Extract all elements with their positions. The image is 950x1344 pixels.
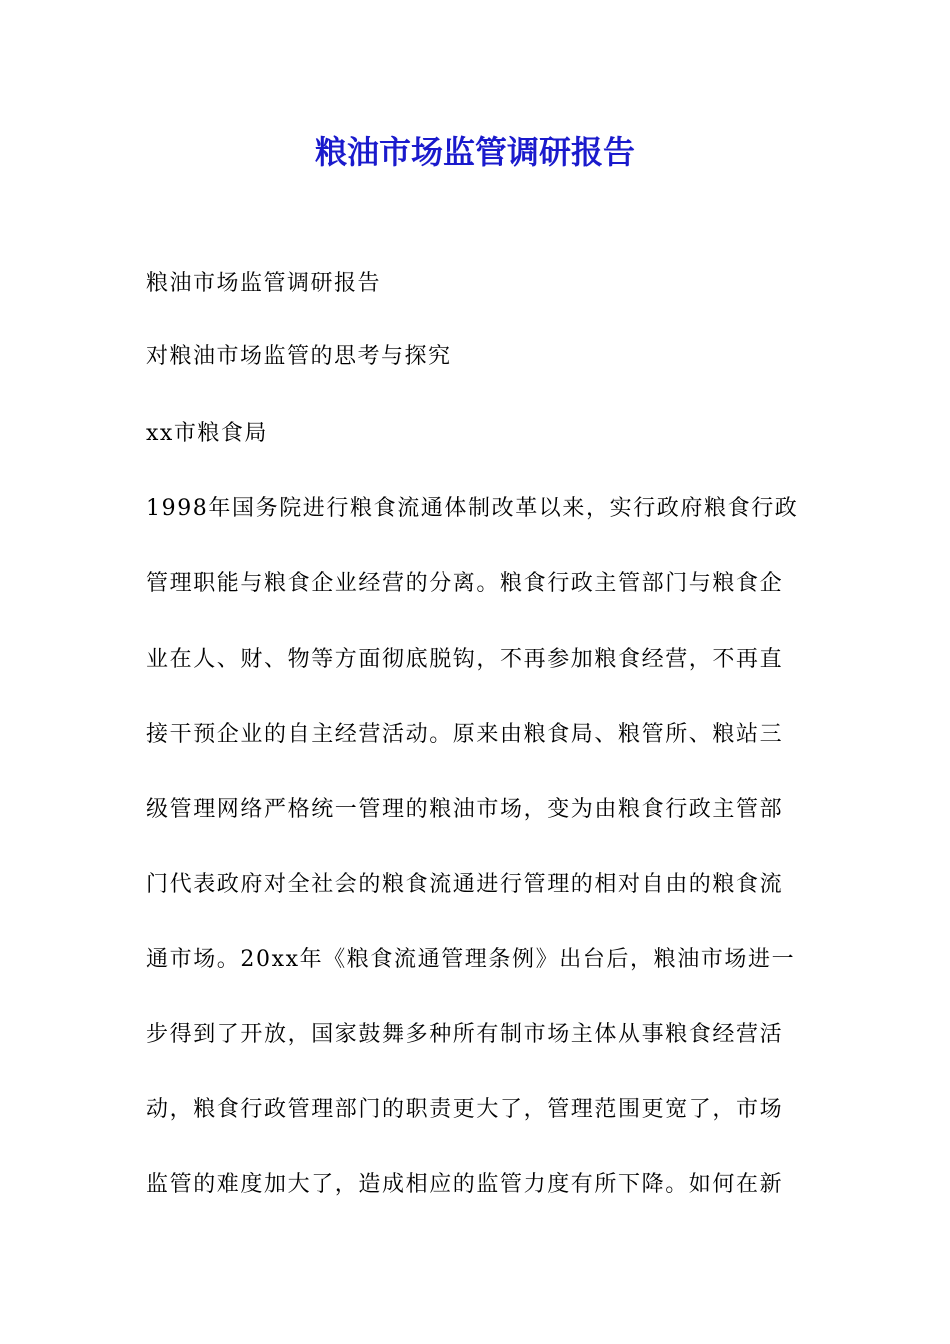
body-line: 通市场。20xx年《粮食流通管理条例》出台后，粮油市场进一 — [146, 947, 796, 972]
body-line: 1998年国务院进行粮食流通体制改革以来，实行政府粮食行政 — [146, 496, 799, 521]
body-line: 管理职能与粮食企业经营的分离。粮食行政主管部门与粮食企 — [146, 571, 784, 596]
body-line: 监管的难度加大了，造成相应的监管力度有所下降。如何在新 — [146, 1172, 784, 1197]
author-line: xx市粮食局 — [146, 421, 268, 446]
article-title: 对粮油市场监管的思考与探究 — [146, 344, 452, 369]
body-line: 步得到了开放，国家鼓舞多种所有制市场主体从事粮食经营活 — [146, 1022, 784, 1047]
body-line: 动，粮食行政管理部门的职责更大了，管理范围更宽了，市场 — [146, 1097, 784, 1122]
body-line: 业在人、财、物等方面彻底脱钩，不再参加粮食经营，不再直 — [146, 647, 784, 672]
subheading: 粮油市场监管调研报告 — [146, 271, 382, 296]
body-line: 级管理网络严格统一管理的粮油市场，变为由粮食行政主管部 — [146, 797, 784, 822]
body-line: 门代表政府对全社会的粮食流通进行管理的相对自由的粮食流 — [146, 872, 784, 897]
body-line: 接干预企业的自主经营活动。原来由粮食局、粮管所、粮站三 — [146, 722, 784, 747]
document-title: 粮油市场监管调研报告 — [314, 133, 635, 171]
